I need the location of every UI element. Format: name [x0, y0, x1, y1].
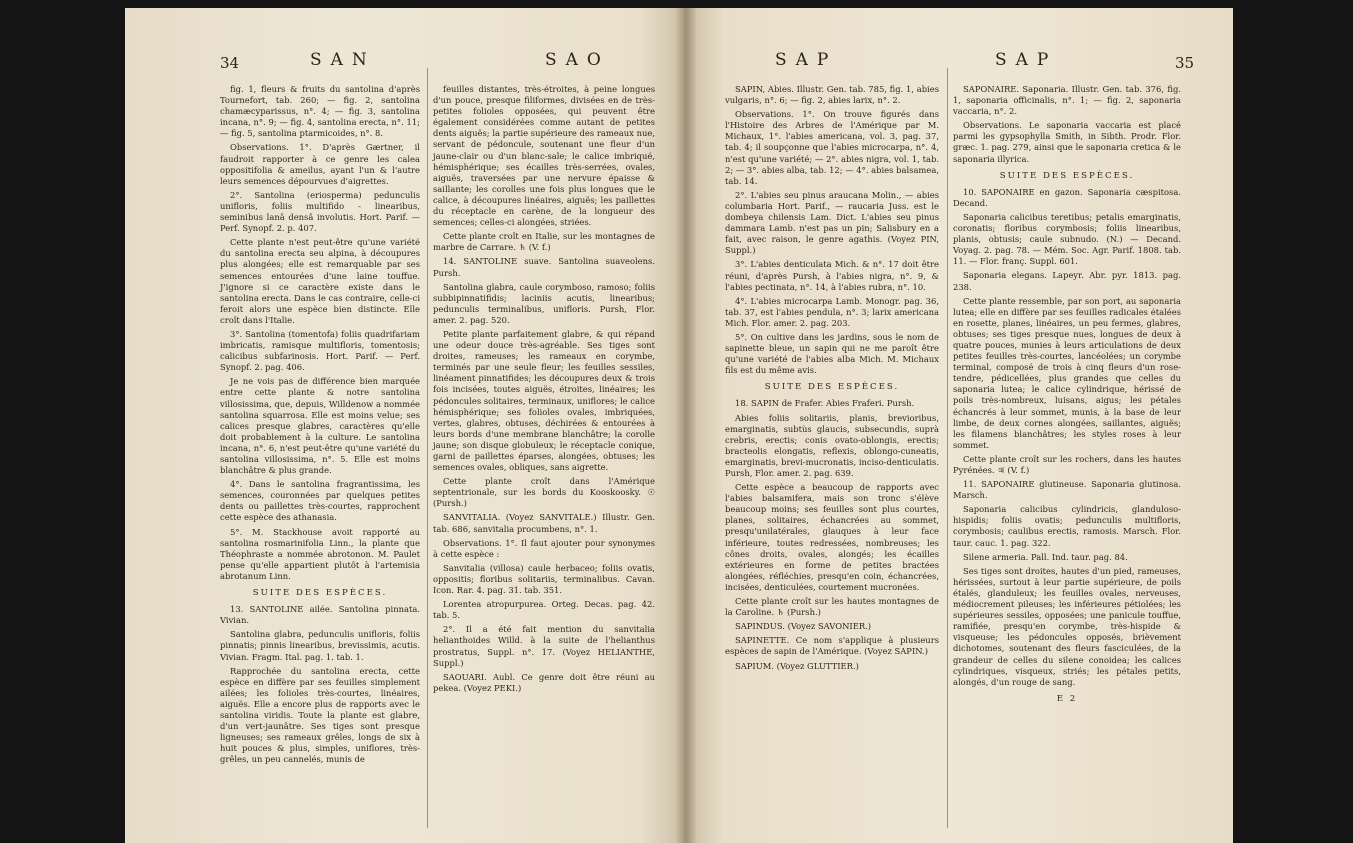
paragraph: Je ne vois pas de différence bien marquée entre cette plante & notre santolina villosissima, que, depuis, Willdenow a nommée santolina squarrosa. Elle est moins velue; ses calices presque glabres, caractères qu'elle doit probablement à la culture. Le santolina incana, n°. 6, n'est peut-être qu'une variété du santolina villosissima, n°. 5. Elle est moins blanchâtre & plus grande. — [220, 376, 420, 476]
paragraph: 4°. Dans le santolina fragrantissima, les semences, couronnées par quelques petites dents ou paillettes très-courtes, rapprochent cette espèce des athanasia. — [220, 479, 420, 523]
paragraph: 14. SANTOLINE suave. Santolina suaveolens. Pursh. — [433, 256, 655, 278]
page-number: 34 — [220, 54, 240, 72]
paragraph: SAPIN, Abies. Illustr. Gen. tab. 785, fig. 1, abies vulgaris, n°. 6; — fig. 2, abies larix, n°. 2. — [725, 84, 939, 106]
paragraph: Petite plante parfaitement glabre, & qui répand une odeur douce très-agréable. Ses tiges sont droites, rameuses; les rameaux en corymbe, terminés par une seule fleur; les feuilles sessiles, linéament pinnatifides; les découpures deux & trois fois incisées, toutes aiguës, étroites, linéaires; les pédoncules solitaires, terminaux, uniflores; le calice hémisphérique; ses folioles ovales, imbriquées, vertes, glabres, obtuses, déchirées & entourées à leurs bords d'une membrane blanchâtre; la corolle jaune; son disque globuleux; le réceptacle conique, garni de paillettes éparses, alongées, obtuses; les semences ovales, obliques, sans aigrette. — [433, 328, 655, 473]
paragraph: Cette plante croît sur les hautes montagnes de la Caroline. ♄ (Pursh.) — [725, 596, 939, 618]
paragraph: SUITE DES ESPÈCES. — [764, 382, 900, 393]
paragraph: Cette plante croît en Italie, sur les montagnes de marbre de Carrare. ♄ (V. f.) — [433, 231, 655, 253]
running-head-right: SAP — [995, 50, 1058, 70]
paragraph: Observations. 1°. Il faut ajouter pour synonymes à cette espèce : — [433, 537, 655, 559]
paragraph: SAPINDUS. (Voyez SAVONIER.) — [735, 621, 872, 632]
paragraph: 2°. Il a été fait mention du sanvitalia helianthoides Willd. à la suite de l'helianthus prostratus, Suppl. n°. 17. (Voyez HELIANTHE, Suppl.) — [433, 624, 655, 668]
paragraph: 13. SANTOLINE ailée. Santolina pinnata. Vivian. — [220, 604, 420, 626]
paragraph: E 2 — [1056, 693, 1078, 704]
left-column-1 — [220, 84, 420, 768]
column-rule — [947, 68, 948, 828]
paragraph: 4°. L'abies microcarpa Lamb. Monogr. pag. 36, tab. 37, est l'abies pendula, n°. 3; larix americana Mich. Flor. amer. 2. pag. 203. — [725, 295, 939, 328]
paragraph: 3°. Santolina (tomentofa) foliis quadrifariam imbricatis, ramisque multifloris, tomentosis; calicibus subfarinosis. Hort. Parif. — Perf. Synopf. 2. pag. 406. — [220, 328, 420, 373]
paragraph: 18. SAPIN de Frafer. Abies Fraferi. Pursh. — [735, 398, 915, 409]
paragraph: SUITE DES ESPÈCES. — [252, 588, 388, 599]
paragraph: SAOUARI. Aubl. Ce genre doit être réuni au pekea. (Voyez PEKI.) — [433, 671, 655, 693]
paragraph: Observations. Le saponaria vaccaria est placé parmi les gypsophylla Smith, in Sibth. Prodr. Flor. græc. 1. pag. 279, ainsi que le saponaria cretica & le saponaria illyrica. — [953, 120, 1181, 164]
paragraph: Observations. 1°. On trouve figurés dans l'Histoire des Arbres de l'Amérique par M. Michaux, 1°. l'abies americana, vol. 3, pag. 37, tab. 4; il soupçonne que l'abies microcarpa, n°. 4, n'est qu'une variété; — 2°. abies nigra, vol. 1, tab. 2; — 3°. abies alba, tab. 12; — 4°. abies balsamea, tab. 14. — [725, 109, 939, 186]
right-page — [685, 8, 1233, 843]
paragraph: Saponaria calicibus cylindricis, glanduloso-hispidis; foliis ovatis; pedunculis multifloris, corymbosis; caulibus erectis, ramosis. Marsch. Flor. taur. cauc. 1. pag. 322. — [953, 504, 1181, 548]
running-head-left: SAP — [775, 50, 838, 70]
paragraph: Cette plante ressemble, par son port, au saponaria lutea; elle en diffère par ses feuilles radicales étalées en rosette, planes, linéaires, un peu fermes, glabres, obtuses; ses tiges presque nues, longues de deux à quatre pouces, munies à leurs articulations de deux petites feuilles très-courtes, lancéolées; un corymbe terminal, composé de trois à cinq fleurs d'un rose-tendre, pédicellées, plus grandes que celles du saponaria lutea; le calice cylindrique, hérissé de poils très-nombreux, luisans, aigus; les pétales échancrés à leur sommet, munis, à la base de leur limbe, de deux cornes alongées, saillantes, aiguës; les filamens blanchâtres; les styles roses à leur sommet. — [953, 295, 1181, 450]
paragraph: 10. SAPONAIRE en gazon. Saponaria cæspitosa. Decand. — [953, 186, 1181, 208]
paragraph: SAPINETTE. Ce nom s'applique à plusieurs espèces de sapin de l'Amérique. (Voyez SAPIN.) — [725, 635, 939, 657]
paragraph: 2°. L'abies seu pinus araucana Molin., — abies columbaria Hort. Parif., — raucaria Juss. est le dombeya chilensis Lam. Dict. L'abies seu pinus dammara Lamb. n'est pas un pin; Salisbury en a fait, avec raison, le genre agathis. (Voyez PIN, Suppl.) — [725, 189, 939, 256]
left-column-2 — [433, 84, 655, 697]
paragraph: Santolina glabra, caule corymboso, ramoso; foliis subbipinnatifidis; laciniis acutis, linearibus; pedunculis terminalibus, unifloris. Pursh, Flor. amer. 2. pag. 520. — [433, 281, 655, 325]
paragraph: Saponaria calicibus teretibus; petalis emarginatis, coronatis; floribus corymbosis; foliis linearibus, planis, obtusis; caule subnudo. (N.) — Decand. Voyag. 2. pag. 78. — Mém. Soc. Agr. Parif. 1808. tab. 11. — Flor. franç. Suppl. 601. — [953, 211, 1181, 267]
paragraph: Cette plante croît dans l'Amérique septentrionale, sur les bords du Kooskoosky. ☉ (Pursh.) — [433, 476, 655, 509]
paragraph: 5°. M. Stackhouse avoit rapporté au santolina rosmarinifolia Linn., la plante que Théophraste a nommée abrotonon. M. Paulet pense qu'elle appartient plutôt à l'artemisia abrotanum Linn. — [220, 526, 420, 581]
running-head-right: SAO — [545, 50, 610, 70]
page-number: 35 — [1175, 54, 1195, 72]
paragraph: SANVITALIA. (Voyez SANVITALE.) Illustr. Gen. tab. 686, sanvitalia procumbens, n°. 1. — [433, 512, 655, 534]
paragraph: Abies foliis solitariis, planis, brevioribus, emarginatis, subtùs glaucis, subsecundis, suprà crebris, erectis; conis ovato-oblongis, erectis; bracteolis elongatis, reflexis, oblongo-cuneatis, emarginatis, brevi-mucronatis, inciso-denticulatis. Pursh, Flor. amer. 2. pag. 639. — [725, 412, 939, 478]
book-gutter — [675, 8, 697, 843]
paragraph: feuilles distantes, très-étroites, à peine longues d'un pouce, presque filiformes, divisées en de très-petites folioles opposées, qui peuvent être également considérées comme autant de petites dents aiguës; la partie supérieure des rameaux nue, servant de pédoncule, soutenant une fleur d'un jaune-clair ou d'un blanc-sale; le calice imbriqué, hémisphérique; ses écailles très-serrées, ovales, aiguës, traversées par une nervure épaisse & saillante; les corolles une fois plus longues que le calice, à découpures linéaires, aiguës; les paillettes du réceptacle en carène, de la longueur des semences; celles-ci alongées, striées. — [433, 84, 655, 228]
paragraph: Silene armeria. Pall. Ind. taur. pag. 84. — [963, 551, 1128, 562]
paragraph: SAPIUM. (Voyez GLUTTIER.) — [735, 660, 859, 671]
right-column-1 — [725, 84, 939, 675]
paragraph: 2°. Santolina (eriosperma) pedunculis unifloris, foliis multifido - linearibus, seminibus lanâ densâ involutis. Hort. Parif. — Perf. Synopf. 2. p. 407. — [220, 189, 420, 234]
left-page — [125, 8, 685, 843]
paragraph: Cette plante n'est peut-être qu'une variété du santolina erecta seu alpina, à découpures plus alongées; elle est remarquable par ses semences entourées d'une laine touffue. J'ignore si ce caractère existe dans le santolina erecta. Dans le cas contraire, celle-ci feroit alors une espèce bien distincte. Elle croît dans l'Italie. — [220, 237, 420, 325]
paragraph: Saponaria elegans. Lapeyr. Abr. pyr. 1813. pag. 238. — [953, 270, 1181, 292]
paragraph: Lorentea atropurpurea. Orteg. Decas. pag. 42. tab. 5. — [433, 599, 655, 621]
paragraph: SAPONAIRE. Saponaria. Illustr. Gen. tab. 376, fig. 1, saponaria officinalis, n°. 1; — fig. 2, saponaria vaccaria, n°. 2. — [953, 84, 1181, 117]
paragraph: 11. SAPONAIRE glutineuse. Saponaria glutinosa. Marsch. — [953, 479, 1181, 501]
open-book — [125, 8, 1233, 843]
paragraph: Cette plante croît sur les rochers, dans les hautes Pyrénées. ♃ (V. f.) — [953, 453, 1181, 475]
right-column-2 — [953, 84, 1181, 710]
paragraph: Observations. 1°. D'après Gærtner, il faudroit rapporter à ce genre les calea oppositifolia & ameilus, ayant l'un & l'autre leurs semences dépourvues d'aigrettes. — [220, 142, 420, 186]
column-rule — [427, 68, 428, 828]
paragraph: Santolina glabra, pedunculis unifloris, foliis pinnatis; pinnis linearibus, brevissimis, acutis. Vivian. Fragm. Ital. pag. 1. tab. 1. — [220, 629, 420, 662]
paragraph: SUITE DES ESPÈCES. — [999, 170, 1135, 181]
paragraph: Cette espèce a beaucoup de rapports avec l'abies balsamifera, mais son tronc s'élève beaucoup moins; ses feuilles sont plus courtes, planes, solitaires, échancrées au sommet, presqu'unilatérales, glauques à leur face inférieure, toutes redressées, nombreuses; les cônes droits, ovales, alongés; les écailles extérieures en forme de petites bractées alongées, réfléchies, presqu'en coin, échancrées, incisées, denticulées, courtement mucronées. — [725, 482, 939, 592]
paragraph: 3°. L'abies denticulata Mich. & n°. 17 doit être réuni, d'après Pursh, à l'abies nigra, n°. 9, & l'abies pectinata, n°. 14, à l'abies rubra, n°. 10. — [725, 259, 939, 292]
paragraph: Ses tiges sont droites, hautes d'un pied, rameuses, hérissées, surtout à leur partie supérieure, de poils étalés, glanduleux; les feuilles ovales, nerveuses, médiocrement pileuses; les inférieures pétiolées; les supérieures sessiles, opposées; une panicule touffue, ramifiée, presqu'en corymbe, très-hispide & visqueuse; les pédoncules opposés, brièvement dichotomes, soutenant des fleurs fasciculées, de la grandeur de celles du silene conoidea; les calices cylindriques, visqueux, striés; les pétales petits, alongés, d'un rouge de sang. — [953, 565, 1181, 687]
running-head-left: SAN — [310, 50, 376, 70]
paragraph: 5°. On cultive dans les jardins, sous le nom de sapinette bleue, un sapin qui ne me paroît être qu'une variété de l'abies alba Mich. M. Michaux fils est du même avis. — [725, 331, 939, 376]
paragraph: fig. 1, fleurs & fruits du santolina d'après Tournefort, tab. 260; — fig. 2, santolina chamæcyparissus, n°. 4; — fig. 3, santolina incana, n°. 9; — fig. 4, santolina erecta, n°. 11; — fig. 5, santolina ptarmicoides, n°. 8. — [220, 84, 420, 139]
paragraph: Sanvitalia (villosa) caule herbaceo; foliis ovatis, oppositis; floribus solitariis, terminalibus. Cavan. Icon. Rar. 4. pag. 31. tab. 351. — [433, 562, 655, 596]
paragraph: Rapprochée du santolina erecta, cette espèce en diffère par ses feuilles simplement ailées; les folioles très-courtes, linéaires, aiguës. Elle a encore plus de rapports avec le santolina viridis. Toute la plante est glabre, d'un vert-jaunâtre. Ses tiges sont presque ligneuses; ses rameaux grêles, longs de six à huit pouces & plus, simples, uniflores, très-grêles, un peu cannelés, munis de — [220, 665, 420, 765]
